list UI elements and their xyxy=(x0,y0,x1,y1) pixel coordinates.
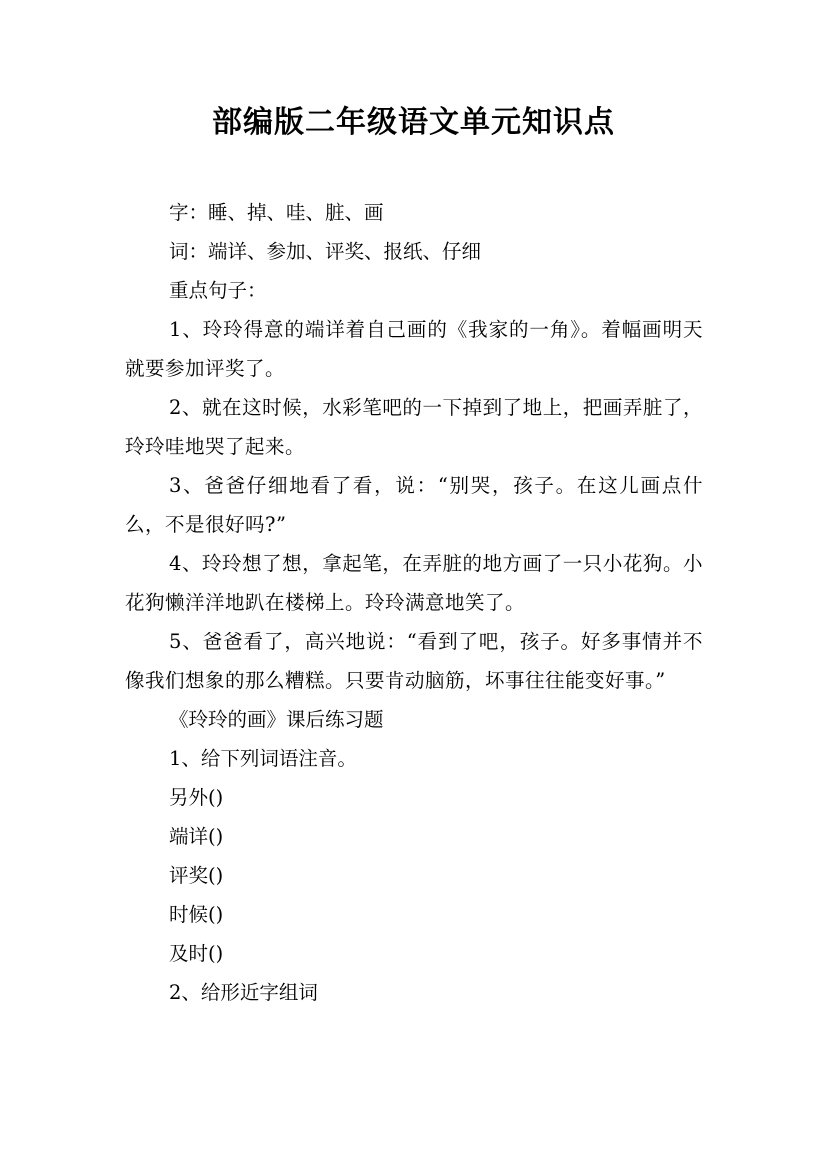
exercise-1-item: 评奖() xyxy=(169,864,224,887)
exercise-title: 《玲玲的画》课后练习题 xyxy=(169,708,384,731)
exercise-1-item: 及时() xyxy=(169,942,224,965)
sentence-1: 1、玲玲得意的端详着自己画的《我家的一角》。着幅画明天就要参加评奖了。 xyxy=(125,318,703,380)
sentence-3: 3、爸爸仔细地看了看，说：“别哭，孩子。在这儿画点什么，不是很好吗?” xyxy=(125,474,703,536)
words-line: 词：端详、参加、评奖、报纸、仔细 xyxy=(169,240,482,263)
sentence-4: 4、玲玲想了想，拿起笔，在弄脏的地方画了一只小花狗。小花狗懒洋洋地趴在楼梯上。玲玲满意地笑了。 xyxy=(125,552,703,614)
key-sentences-heading: 重点句子： xyxy=(169,279,267,302)
exercise-1-item: 另外() xyxy=(169,786,224,809)
exercise-1-item: 时候() xyxy=(169,903,224,926)
characters-line: 字：睡、掉、哇、脏、画 xyxy=(169,201,384,224)
sentence-5: 5、爸爸看了，高兴地说：“看到了吧，孩子。好多事情并不像我们想象的那么糟糕。只要肯动脑筋，坏事往往能变好事。” xyxy=(125,630,703,692)
sentence-2: 2、就在这时候，水彩笔吧的一下掉到了地上，把画弄脏了，玲玲哇地哭了起来。 xyxy=(125,396,703,458)
exercise-2-heading: 2、给形近字组词 xyxy=(169,981,318,1004)
document-body xyxy=(125,193,703,1012)
page-title: 部编版二年级语文单元知识点 xyxy=(212,105,615,140)
exercise-1-item: 端详() xyxy=(169,825,224,848)
exercise-1-heading: 1、给下列词语注音。 xyxy=(169,747,357,770)
